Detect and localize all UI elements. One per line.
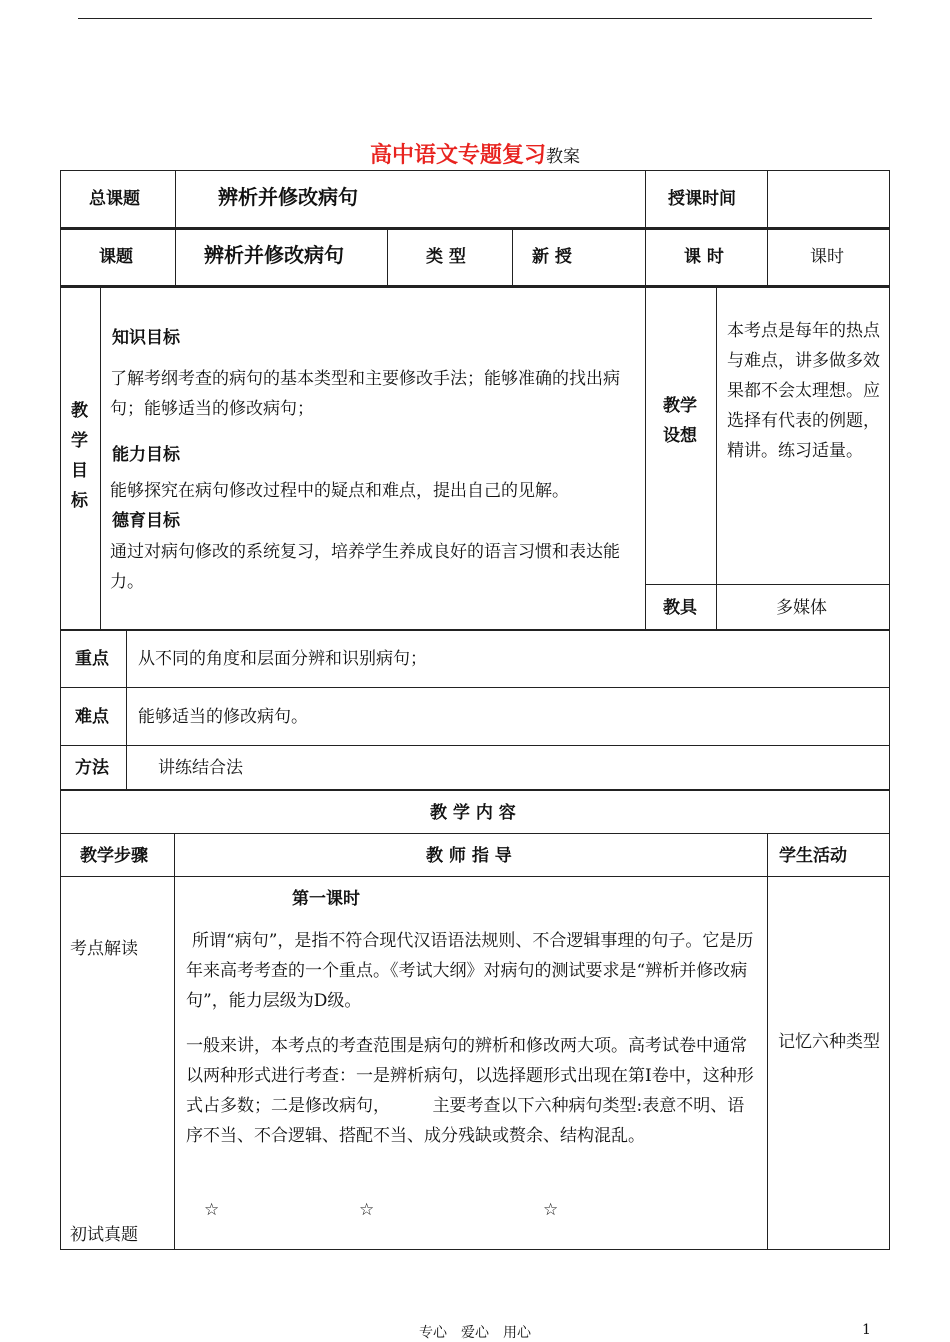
ability-title: 能力目标 bbox=[112, 445, 180, 465]
label-topic: 课题 bbox=[99, 247, 133, 267]
method-text: 讲练结合法 bbox=[158, 758, 243, 778]
page-number: 1 bbox=[862, 1322, 871, 1338]
design-label-2: 设想 bbox=[663, 426, 697, 446]
lesson-title: 第一课时 bbox=[292, 889, 360, 909]
period-value: 课时 bbox=[810, 247, 844, 267]
obj-label-1: 教 bbox=[71, 401, 88, 421]
obj-label-3: 目 bbox=[71, 461, 88, 481]
footer-slogan: 专心 爱心 用心 bbox=[419, 1325, 531, 1341]
label-time: 授课时间 bbox=[668, 189, 736, 209]
title-main: 高中语文专题复习 bbox=[369, 143, 546, 168]
ability-text: 能够探究在病句修改过程中的疑点和难点，提出自己的见解。 bbox=[110, 481, 569, 501]
col-teacher: 教 师 指 导 bbox=[426, 846, 512, 866]
step-kaodian: 考点解读 bbox=[70, 939, 138, 959]
header-row-2 bbox=[60, 228, 890, 286]
star-3: ☆ bbox=[543, 1200, 559, 1220]
knowledge-text: 了解考纲考查的病句的基本类型和主要修改手法；能够准确的找出病句；能够适当的修改病句； bbox=[110, 369, 620, 419]
knowledge-title: 知识目标 bbox=[112, 328, 180, 348]
para-scope: 一般来讲，本考点的考查范围是病句的辨析和修改两大项。高考试卷中通常以两种形式进行考查：一是辨析病句，以选择题形式出现在第Ⅰ卷中，这种形式占多数；二是修改病句， 主要考查以下六种病句类型:表意不明、语序不当、不合逻辑、搭配不当、成分残缺或赘余、结构混乱。 bbox=[186, 1036, 754, 1146]
obj-label-2: 学 bbox=[71, 431, 88, 451]
tools-value: 多媒体 bbox=[776, 598, 827, 618]
moral-title: 德育目标 bbox=[112, 511, 180, 531]
star-2: ☆ bbox=[359, 1200, 375, 1220]
para-definition: 所谓“病句”，是指不符合现代汉语语法规则、不合逻辑事理的句子。它是历年来高考考查的一个重点。《考试大纲》对病句的测试要求是“辨析并修改病句”，能力层级为D级。 bbox=[186, 931, 754, 1011]
type-value: 新 授 bbox=[532, 247, 572, 267]
moral-text: 通过对病句修改的系统复习，培养学生养成良好的语言习惯和表达能力。 bbox=[110, 542, 620, 592]
label-type: 类 型 bbox=[426, 247, 466, 267]
title-sub: 教案 bbox=[546, 147, 580, 167]
difficulty-text: 能够适当的修改病句。 bbox=[138, 707, 308, 727]
method-label: 方法 bbox=[75, 758, 109, 778]
design-text: 本考点是每年的热点与难点，讲多做多效果都不会太理想。应选择有代表的例题，精讲。练习适量。 bbox=[727, 321, 880, 461]
design-label-1: 教学 bbox=[663, 396, 697, 416]
label-period: 课 时 bbox=[684, 247, 724, 267]
page-title bbox=[0, 138, 950, 169]
focus-text: 从不同的角度和层面分辨和识别病句； bbox=[138, 649, 427, 669]
focus-label: 重点 bbox=[75, 649, 109, 669]
tools-label: 教具 bbox=[663, 598, 697, 618]
step-zhenti: 初试真题 bbox=[70, 1225, 138, 1245]
content-section-title: 教 学 内 容 bbox=[430, 803, 516, 823]
header-row-1 bbox=[60, 170, 890, 228]
label-course: 总课题 bbox=[89, 189, 140, 209]
col-steps: 教学步骤 bbox=[80, 846, 148, 866]
star-1: ☆ bbox=[204, 1200, 220, 1220]
header-rule bbox=[78, 18, 872, 19]
difficulty-label: 难点 bbox=[75, 707, 109, 727]
student-activity: 记忆六种类型 bbox=[778, 1032, 880, 1052]
obj-label-4: 标 bbox=[71, 491, 88, 511]
col-student: 学生活动 bbox=[779, 846, 847, 866]
topic-value: 辨析并修改病句 bbox=[204, 243, 344, 267]
course-value: 辨析并修改病句 bbox=[218, 185, 358, 209]
